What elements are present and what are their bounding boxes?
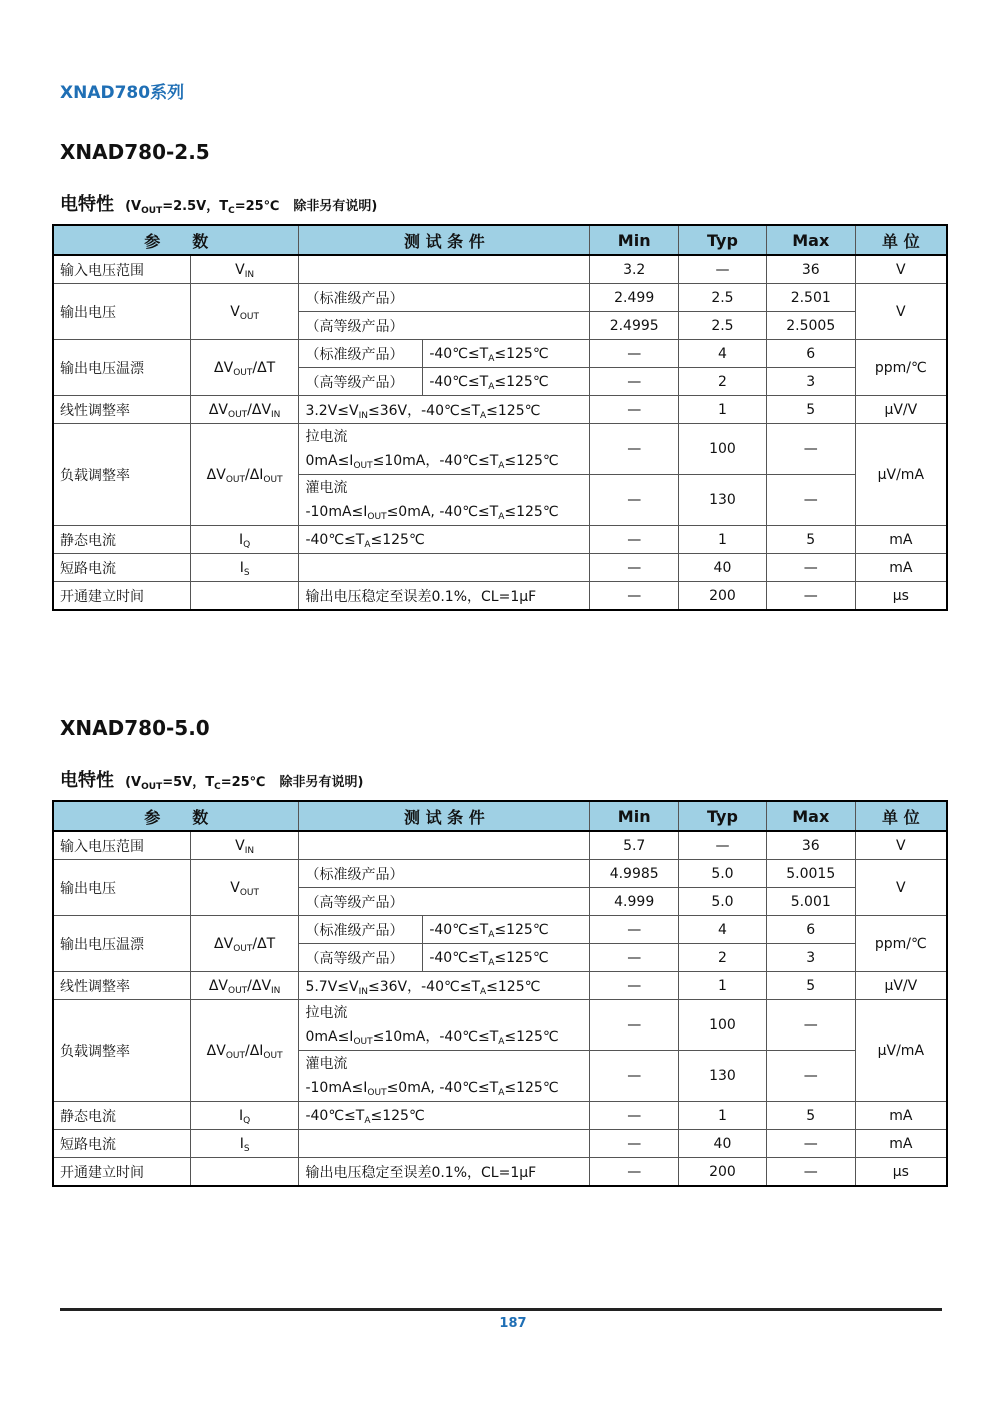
- test-grade: （标准级产品）: [299, 340, 423, 368]
- typ-value: 1: [679, 1102, 767, 1130]
- min-value: —: [590, 916, 679, 944]
- min-value: —: [590, 396, 679, 424]
- series-title: XNAD780系列: [60, 83, 185, 103]
- typ-value: —: [679, 255, 767, 284]
- typ-value: 5.0: [679, 888, 767, 916]
- unit-value: μV/mA: [855, 424, 947, 526]
- header-unit: 单 位: [855, 225, 947, 255]
- table-row: [53, 1130, 947, 1158]
- test-cond: 灌电流 $-10mA\le I_{OUT}\le 0mA$, $-40℃\le T_A\le 125℃$: [299, 475, 590, 526]
- cond-title: 电特性: [60, 770, 114, 791]
- header-max: Max: [766, 801, 855, 831]
- test-grade: （标准级产品）: [299, 916, 423, 944]
- typ-value: 4: [679, 340, 767, 368]
- table-row: [53, 255, 947, 284]
- table-row: [53, 1102, 947, 1130]
- typ-value: 1: [679, 396, 767, 424]
- param-name: 输入电压范围: [53, 255, 190, 284]
- test-cond: 灌电流 $-10mA\le I_{OUT}\le 0mA$, $-40℃\le T_A\le 125℃$: [299, 1051, 590, 1102]
- typ-value: 200: [679, 1158, 767, 1187]
- param-symbol: $I_S$: [190, 1130, 299, 1158]
- unit-value: mA: [855, 1102, 947, 1130]
- param-name: 短路电流: [53, 1130, 190, 1158]
- header-min: Min: [590, 801, 679, 831]
- min-value: 2.499: [590, 284, 679, 312]
- param-symbol: $\Delta V_{OUT}/\Delta I_{OUT}$: [190, 1000, 299, 1102]
- table-row: [53, 582, 947, 611]
- param-name: 静态电流: [53, 1102, 190, 1130]
- min-value: —: [590, 1000, 679, 1051]
- max-value: —: [766, 1000, 855, 1051]
- test-cond: $-40℃\le T_A\le 125℃$: [423, 340, 590, 368]
- min-value: 4.999: [590, 888, 679, 916]
- min-value: —: [590, 944, 679, 972]
- typ-value: 100: [679, 1000, 767, 1051]
- typ-value: 2.5: [679, 312, 767, 340]
- min-value: —: [590, 368, 679, 396]
- param-symbol: $\Delta V_{OUT}/\Delta I_{OUT}$: [190, 424, 299, 526]
- min-value: —: [590, 1130, 679, 1158]
- footer-divider: [60, 1308, 942, 1311]
- page-number: 187: [499, 1316, 527, 1331]
- max-value: —: [766, 1158, 855, 1187]
- min-value: 5.7: [590, 831, 679, 860]
- typ-value: 2.5: [679, 284, 767, 312]
- header-param: 参 数: [53, 801, 299, 831]
- max-value: 6: [766, 340, 855, 368]
- test-cond: （高等级产品）: [299, 312, 590, 340]
- unit-value: μs: [855, 582, 947, 611]
- test-cond: [299, 255, 590, 284]
- param-symbol: $\Delta V_{OUT}/\Delta V_{IN}$: [190, 396, 299, 424]
- table-row: [53, 526, 947, 554]
- test-cond: $-40℃\le T_A\le 125℃$: [423, 944, 590, 972]
- unit-value: μV/V: [855, 396, 947, 424]
- param-name: 输出电压: [53, 284, 190, 340]
- param-name: 线性调整率: [53, 396, 190, 424]
- table-row: [53, 1000, 947, 1051]
- cond-params: ($V_{OUT}=2.5V$，$T_C=25℃$ 除非另有说明): [125, 199, 378, 216]
- header-typ: Typ: [679, 225, 767, 255]
- min-value: —: [590, 526, 679, 554]
- max-value: 5: [766, 526, 855, 554]
- table-row: [53, 554, 947, 582]
- test-cond: [299, 1130, 590, 1158]
- test-cond: 输出电压稳定至误差0.1%，CL=1μF: [299, 1158, 590, 1187]
- header-unit: 单 位: [855, 801, 947, 831]
- param-symbol: $I_Q$: [190, 1102, 299, 1130]
- min-value: —: [590, 554, 679, 582]
- min-value: —: [590, 340, 679, 368]
- param-symbol: $\Delta V_{OUT}/\Delta V_{IN}$: [190, 972, 299, 1000]
- typ-value: 2: [679, 368, 767, 396]
- max-value: —: [766, 1130, 855, 1158]
- typ-value: 130: [679, 475, 767, 526]
- max-value: —: [766, 1051, 855, 1102]
- unit-value: V: [855, 284, 947, 340]
- param-symbol: $\Delta V_{OUT}/\Delta T$: [190, 340, 299, 396]
- param-symbol: $\Delta V_{OUT}/\Delta T$: [190, 916, 299, 972]
- param-symbol: [190, 1158, 299, 1187]
- param-name: 线性调整率: [53, 972, 190, 1000]
- min-value: 2.4995: [590, 312, 679, 340]
- cond-params: ($V_{OUT}=5V$，$T_C=25℃$ 除非另有说明): [125, 775, 364, 792]
- spec-table: [52, 224, 948, 611]
- max-value: 2.501: [766, 284, 855, 312]
- test-cond: （高等级产品）: [299, 888, 590, 916]
- test-cond: $-40℃\le T_A\le 125℃$: [299, 1102, 590, 1130]
- header-typ: Typ: [679, 801, 767, 831]
- param-name: 输入电压范围: [53, 831, 190, 860]
- param-symbol: [190, 582, 299, 611]
- param-name: 输出电压温漂: [53, 340, 190, 396]
- min-value: —: [590, 1051, 679, 1102]
- table-row: [53, 424, 947, 475]
- typ-value: 200: [679, 582, 767, 611]
- test-cond: [299, 554, 590, 582]
- test-conditions: [60, 190, 948, 214]
- unit-value: μV/V: [855, 972, 947, 1000]
- header-max: Max: [766, 225, 855, 255]
- table-row: [53, 860, 947, 888]
- typ-value: 2: [679, 944, 767, 972]
- test-conditions: [60, 766, 948, 790]
- unit-value: μs: [855, 1158, 947, 1187]
- typ-value: 100: [679, 424, 767, 475]
- max-value: 3: [766, 368, 855, 396]
- table-row: [53, 916, 947, 944]
- unit-value: V: [855, 255, 947, 284]
- param-name: 负载调整率: [53, 424, 190, 526]
- max-value: 36: [766, 831, 855, 860]
- header-cond: 测 试 条 件: [299, 225, 590, 255]
- min-value: —: [590, 582, 679, 611]
- param-symbol: $V_{IN}$: [190, 831, 299, 860]
- table-header-row: [53, 225, 947, 255]
- max-value: 6: [766, 916, 855, 944]
- test-cond: 拉电流 $0mA\le I_{OUT}\le 10mA$，$-40℃\le T_A\le 125℃$: [299, 424, 590, 475]
- max-value: 2.5005: [766, 312, 855, 340]
- max-value: —: [766, 424, 855, 475]
- spec-section: [52, 140, 948, 611]
- spec-table: [52, 800, 948, 1187]
- test-cond: $-40℃\le T_A\le 125℃$: [423, 916, 590, 944]
- param-symbol: $V_{OUT}$: [190, 284, 299, 340]
- max-value: 5: [766, 1102, 855, 1130]
- typ-value: 1: [679, 972, 767, 1000]
- table-header-row: [53, 801, 947, 831]
- param-name: 静态电流: [53, 526, 190, 554]
- test-cond: $-40℃\le T_A\le 125℃$: [299, 526, 590, 554]
- min-value: —: [590, 475, 679, 526]
- min-value: —: [590, 1158, 679, 1187]
- param-name: 短路电流: [53, 554, 190, 582]
- param-name: 开通建立时间: [53, 1158, 190, 1187]
- header-param: 参 数: [53, 225, 299, 255]
- unit-value: μV/mA: [855, 1000, 947, 1102]
- min-value: —: [590, 1102, 679, 1130]
- test-cond: $5.7V\le V_{IN}\le 36V$，$-40℃\le T_A\le 125℃$: [299, 972, 590, 1000]
- table-row: [53, 396, 947, 424]
- table-row: [53, 340, 947, 368]
- typ-value: 40: [679, 554, 767, 582]
- test-cond: 拉电流 $0mA\le I_{OUT}\le 10mA$，$-40℃\le T_A\le 125℃$: [299, 1000, 590, 1051]
- min-value: 3.2: [590, 255, 679, 284]
- spec-section: [52, 716, 948, 1187]
- param-symbol: $I_Q$: [190, 526, 299, 554]
- min-value: —: [590, 972, 679, 1000]
- max-value: —: [766, 582, 855, 611]
- param-name: 负载调整率: [53, 1000, 190, 1102]
- max-value: 5.001: [766, 888, 855, 916]
- param-name: 输出电压温漂: [53, 916, 190, 972]
- param-symbol: $V_{IN}$: [190, 255, 299, 284]
- model-title: XNAD780-2.5: [60, 140, 210, 164]
- unit-value: mA: [855, 1130, 947, 1158]
- min-value: 4.9985: [590, 860, 679, 888]
- test-grade: （高等级产品）: [299, 944, 423, 972]
- unit-value: ppm/℃: [855, 916, 947, 972]
- table-row: [53, 1158, 947, 1187]
- typ-value: 40: [679, 1130, 767, 1158]
- unit-value: V: [855, 860, 947, 916]
- max-value: 36: [766, 255, 855, 284]
- typ-value: 1: [679, 526, 767, 554]
- header-cond: 测 试 条 件: [299, 801, 590, 831]
- typ-value: 4: [679, 916, 767, 944]
- param-symbol: $V_{OUT}$: [190, 860, 299, 916]
- test-grade: （高等级产品）: [299, 368, 423, 396]
- table-row: [53, 972, 947, 1000]
- min-value: —: [590, 424, 679, 475]
- max-value: 5: [766, 396, 855, 424]
- typ-value: 130: [679, 1051, 767, 1102]
- test-cond: [299, 831, 590, 860]
- cond-title: 电特性: [60, 194, 114, 215]
- test-cond: 输出电压稳定至误差0.1%，CL=1μF: [299, 582, 590, 611]
- max-value: —: [766, 554, 855, 582]
- model-title: XNAD780-5.0: [60, 716, 210, 740]
- max-value: —: [766, 475, 855, 526]
- unit-value: mA: [855, 554, 947, 582]
- typ-value: 5.0: [679, 860, 767, 888]
- test-cond: （标准级产品）: [299, 860, 590, 888]
- unit-value: V: [855, 831, 947, 860]
- param-name: 开通建立时间: [53, 582, 190, 611]
- max-value: 3: [766, 944, 855, 972]
- param-name: 输出电压: [53, 860, 190, 916]
- test-cond: $-40℃\le T_A\le 125℃$: [423, 368, 590, 396]
- test-cond: （标准级产品）: [299, 284, 590, 312]
- max-value: 5.0015: [766, 860, 855, 888]
- table-row: [53, 831, 947, 860]
- unit-value: ppm/℃: [855, 340, 947, 396]
- max-value: 5: [766, 972, 855, 1000]
- test-cond: $3.2V\le V_{IN}\le 36V$，$-40℃\le T_A\le 125℃$: [299, 396, 590, 424]
- unit-value: mA: [855, 526, 947, 554]
- typ-value: —: [679, 831, 767, 860]
- header-min: Min: [590, 225, 679, 255]
- param-symbol: $I_S$: [190, 554, 299, 582]
- table-row: [53, 284, 947, 312]
